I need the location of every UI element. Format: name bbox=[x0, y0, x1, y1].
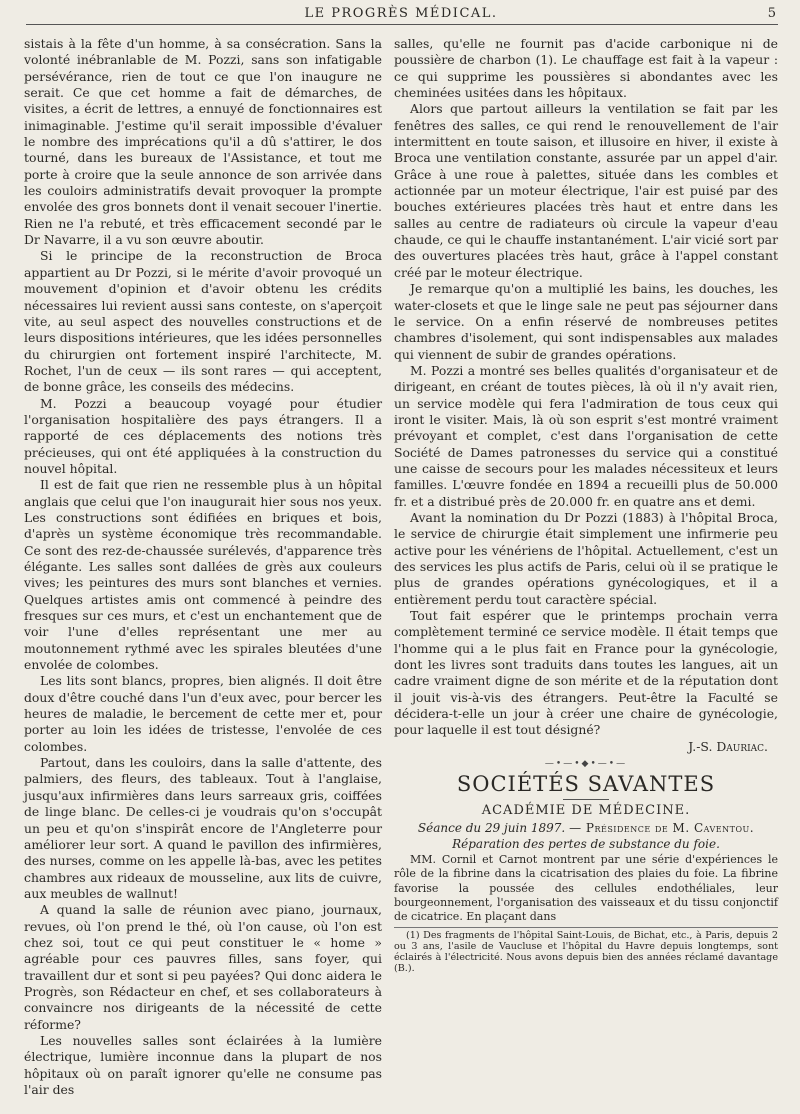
paragraph: Les lits sont blancs, propres, bien alignés. Il doit être doux d'être couché dans l'un d'eux avec, pour bercer les heures de maladie, le bercement de cette mer et, pour porter au loin les idées de tristesse, l'envolée de ces colombes. bbox=[24, 673, 382, 754]
session-report bbox=[394, 853, 778, 924]
footnote-rule bbox=[394, 927, 778, 928]
paragraph: A quand la salle de réunion avec piano, journaux, revues, où l'on prend le thé, où l'on cause, où l'on est chez soi, tout ce qui peut constituer le « home » agréable pour ces pauvres filles, sans foyer, qui travaillent dur et sont si peu payées? Qui donc aidera le Progrès, son Rédacteur en chef, et ses collaborateurs à convaincre nos dirigeants de la nécessité de cette réforme? bbox=[24, 902, 382, 1032]
paragraph: M. Pozzi a montré ses belles qualités d'organisateur et de dirigeant, en créant de toutes pièces, là où il n'y avait rien, un service modèle qui fera l'admiration de tous ceux qui iront le visiter. Mais, là où son esprit s'est montré vraiment prévoyant et complet, c'est dans l'organisation de cette Société de Dames patronesses du service qui a constitué une caisse de secours pour les malades nécessiteux et leurs familles. L'œuvre fondée en 1894 a recueilli plus de 50.000 fr. et a distribué près de 20.000 fr. en quatre ans et demi. bbox=[394, 362, 778, 509]
left-column bbox=[24, 36, 382, 1098]
paragraph: sistais à la fête d'un homme, à sa consécration. Sans la volonté inébranlable de M. Pozzi, sans son infatigable persévérance, rien de tout ce que l'on inaugure ne serait. Ce que cet homme a fait de démarches, de visites, a écrit de lettres, a ennuyé de fonctionnaires est inimaginable. J'estime qu'il serait impossible d'évaluer le nombre des imprécations qu'il a dû s'attirer, le dos tourné, dans les bureaux de l'Assistance, et tout me porte à croire que la seule annonce de son arrivée dans les couloirs administratifs devait provoquer la prompte envolée des gros bonnets dont il venait secouer l'inertie. Rien ne l'a rebuté, et très efficacement secondé par le Dr Navarre, il a vu son œuvre aboutir. bbox=[24, 36, 382, 248]
right-column bbox=[394, 36, 778, 974]
paragraph: M. Pozzi a beaucoup voyagé pour étudier l'organisation hospitalière des pays étrangers. Il a rapporté de ces déplacements des notions très précieuses, qui ont été appliquées à la construction du nouvel hôpital. bbox=[24, 395, 382, 476]
journal-title: LE PROGRÈS MÉDICAL. bbox=[304, 6, 498, 21]
paragraph: Partout, dans les couloirs, dans la salle d'attente, des palmiers, des fleurs, des tableaux. Tout à l'anglaise, jusqu'aux infirmières dans leurs sarreaux gris, coiffées de linge blanc. De celles-ci je voudrais qu'on s'occupât un peu et qu'on s'inspirât encore de l'Angleterre pour améliorer leur sort. A quand le pavillon des infirmières, des nurses, comme on les appelle là-bas, avec les petites chambres aux rideaux de mousseline, aux lits de cuivre, aux meubles de wallnut! bbox=[24, 755, 382, 901]
footnote bbox=[394, 930, 778, 974]
page-number: 5 bbox=[767, 6, 776, 21]
author-signature: J.-S. Dauriac. bbox=[688, 738, 768, 754]
paragraph: Tout fait espérer que le printemps prochain verra complètement terminé ce service modèle. Il était temps que l'homme qui a le plus fait en France pour la gynécologie, dont les livres sont traduits dans toutes les langues, ait un cadre vraiment digne de son mérite et de la réputation dont il jouit vis-à-vis des étrangers. Peut-être la Faculté se décidera-t-elle un jour à créer une chaire de gynécologie, pour laquelle il est tout désigné? bbox=[394, 608, 778, 738]
paragraph: salles, qu'elle ne fournit pas d'acide carbonique ni de poussière de charbon (1). Le chauffage est fait à la vapeur : ce qui supprime les poussières si abondantes avec les cheminées usitées dans les hôpitaux. bbox=[394, 36, 778, 101]
paragraph: Avant la nomination du Dr Pozzi (1883) à l'hôpital Broca, le service de chirurgie était simplement une infirmerie peu active pour les vénériens de l'hôpital. Actuellement, c'est un des services les plus actifs de Paris, celui où il se pratique le plus de grandes opérations gynécologiques, et il a entièrement perdu tout caractère spécial. bbox=[394, 509, 778, 607]
session-topic: Réparation des pertes de substance du foie. bbox=[452, 837, 720, 852]
session-presidency: — Présidence de M. Caventou. bbox=[569, 821, 755, 836]
section-subtitle: ACADÉMIE DE MÉDECINE. bbox=[481, 803, 691, 819]
paragraph: Il est de fait que rien ne ressemble plus à un hôpital anglais que celui que l'on inaugurait hier sous nos yeux. Les constructions sont édifiées en briques et bois, d'après un système économique très recommandable. Ce sont des rez-de-chaussée surélevés, d'apparence très élégante. Les salles sont dallées de grès aux couleurs vives; les peintures des murs sont blanches et vernies. Quelques artistes amis ont commencé à peindre des fresques sur ces murs, et c'est un enchantement que de voir l'une d'elles représentant une mer au moutonnement rythmé avec les spirales bleutées d'une envolée de colombes. bbox=[24, 477, 382, 673]
footnote-text: (1) Des fragments de l'hôpital Saint-Louis, de Bichat, etc., à Paris, depuis 2 ou 3 ans, l'asile de Vaucluse et l'hôpital du Havre depuis longtemps, sont éclairés à l'électricité. Nous avons depuis bien des années réclamé davantage (B.). bbox=[394, 930, 778, 975]
header-rule bbox=[26, 24, 778, 25]
paragraph: Les nouvelles salles sont éclairées à la lumière électrique, lumière inconnue dans la plupart de nos hôpitaux où on paraît ignorer qu'elle ne consume pas l'air des bbox=[24, 1032, 382, 1097]
paragraph: Je remarque qu'on a multiplié les bains, les douches, les water-closets et que le linge sale ne peut pas séjourner dans le service. On a enfin réservé de nombreuses petites chambres d'isolement, qui sont indispensables aux malades qui viennent de subir de grandes opérations. bbox=[394, 281, 778, 362]
paragraph: Si le principe de la reconstruction de Broca appartient au Dr Pozzi, si le mérite d'avoir provoqué un mouvement d'opinion et d'avoir obtenu les crédits nécessaires lui revient aussi sans conteste, on s'aperçoit vite, au seul aspect des nouvelles constructions et de leurs dispositions intérieures, que les idées personnelles du chirurgien ont fortement inspiré l'architecte, M. Rochet, l'un de ceux — ils sont rares — qui acceptent, de bonne grâce, les conseils des médecins. bbox=[24, 248, 382, 395]
paragraph: Alors que partout ailleurs la ventilation se fait par les fenêtres des salles, ce qui rend le renouvellement de l'air intermittent en toute saison, et illusoire en hiver, il existe à Broca une ventilation constante, assurée par un appel d'air. Grâce à une roue à palettes, située dans les combles et actionnée par un moteur électrique, l'air est puisé par des bouches extérieures placées très haut et entre dans les salles au centre de radiateurs où circule la vapeur d'eau chaude, ce qui le chauffe instantanément. L'air vicié sort par des ouvertures placées très haut, grâce à l'appel constant créé par le moteur électrique. bbox=[394, 101, 778, 280]
section-rule bbox=[563, 799, 609, 800]
ornament-divider: —•—•◆•—•— bbox=[544, 759, 628, 770]
session-line bbox=[394, 820, 778, 836]
session-date: Séance du 29 juin 1897. bbox=[417, 821, 566, 836]
section-title: SOCIÉTÉS SAVANTES bbox=[456, 772, 716, 797]
paragraph: MM. Cornil et Carnot montrent par une série d'expériences le rôle de la fibrine dans la cicatrisation des plaies du foie. La fibrine favorise la poussée des cellules endothéliales, leur bourgeonnement, l'organisation des vaisseaux et du tissu conjonctif de cicatrice. En plaçant dans bbox=[394, 853, 778, 923]
